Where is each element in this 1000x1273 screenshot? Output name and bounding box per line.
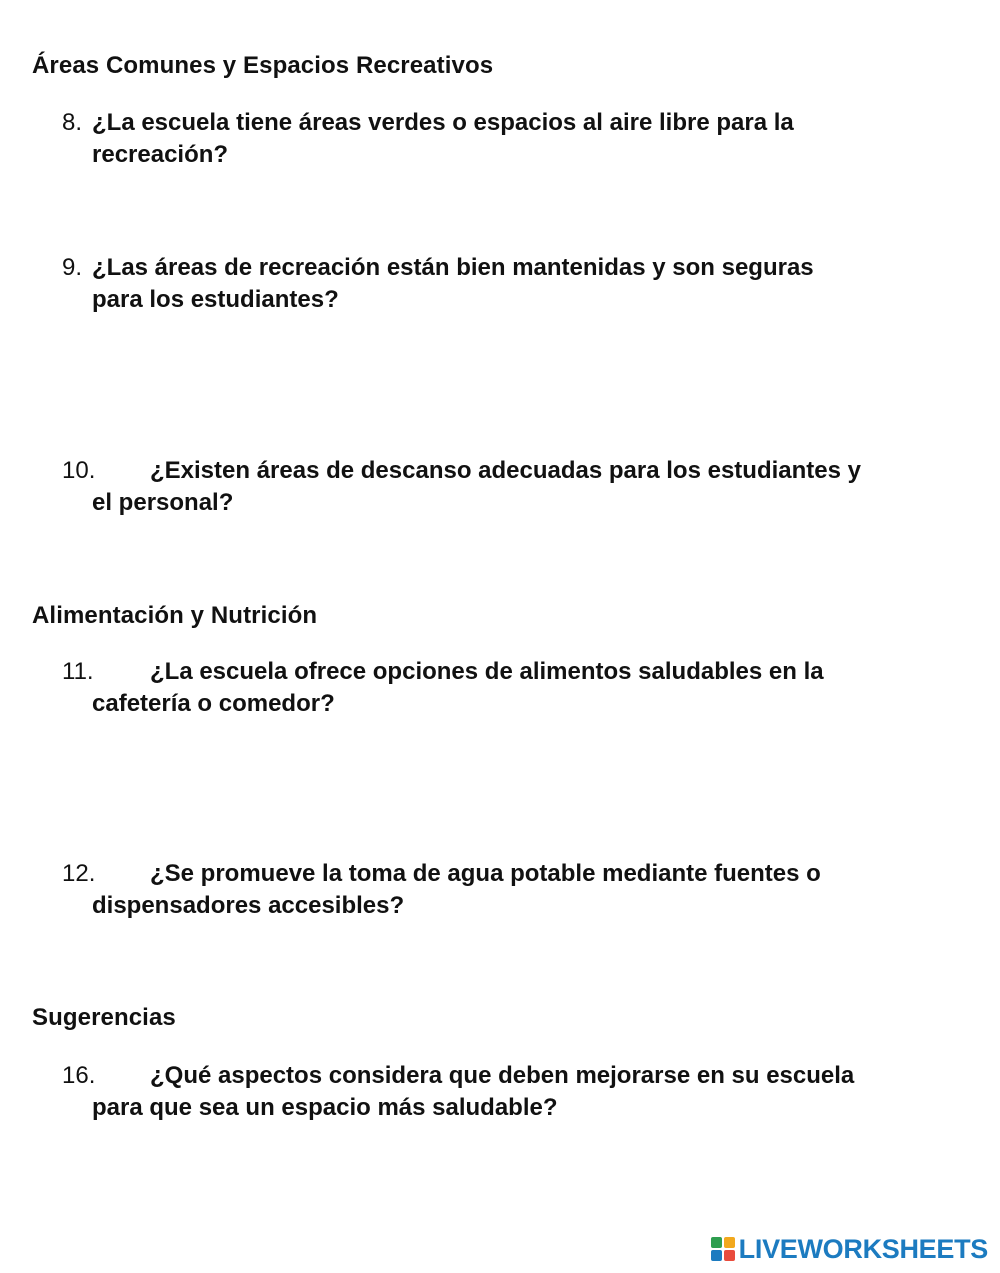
question-12 [62,858,821,922]
liveworksheets-logo-icon [711,1237,735,1261]
question-16 [62,1060,854,1124]
logo-square [711,1250,722,1261]
question-8 [62,107,794,171]
question-10 [62,455,861,519]
section-title-alimentacion: Alimentación y Nutrición [32,602,318,629]
liveworksheets-brand[interactable] [711,1232,988,1266]
logo-square [724,1250,735,1261]
logo-square [724,1237,735,1248]
question-text: ¿La escuela ofrece opciones de alimentos saludables en la [150,658,824,685]
question-text-continued: cafetería o comedor? [92,690,335,717]
question-number: 8. [62,109,83,136]
question-text-continued: para que sea un espacio más saludable? [92,1094,558,1121]
question-text-continued: recreación? [92,141,229,168]
question-number: 10. [62,457,96,484]
question-number: 12. [62,860,96,887]
question-number: 16. [62,1062,96,1089]
brand-text: LIVEWORKSHEETS [738,1233,988,1264]
logo-square [711,1237,722,1248]
question-text-continued: dispensadores accesibles? [92,892,405,919]
question-number: 9. [62,254,83,281]
question-text: ¿Las áreas de recreación están bien mantenidas y son seguras [92,254,814,281]
question-text: ¿Qué aspectos considera que deben mejorarse en su escuela [150,1062,855,1089]
question-text-continued: para los estudiantes? [92,286,339,313]
question-text: ¿Existen áreas de descanso adecuadas para los estudiantes y [150,457,861,484]
question-11 [62,656,824,720]
question-text: ¿La escuela tiene áreas verdes o espacios al aire libre para la [92,109,794,136]
section-title-sugerencias: Sugerencias [32,1004,176,1031]
question-text: ¿Se promueve la toma de agua potable mediante fuentes o [150,860,821,887]
section-title-areas-comunes: Áreas Comunes y Espacios Recreativos [32,52,494,79]
question-number: 11. [62,658,94,685]
question-text-continued: el personal? [92,489,234,516]
question-9 [62,252,814,316]
